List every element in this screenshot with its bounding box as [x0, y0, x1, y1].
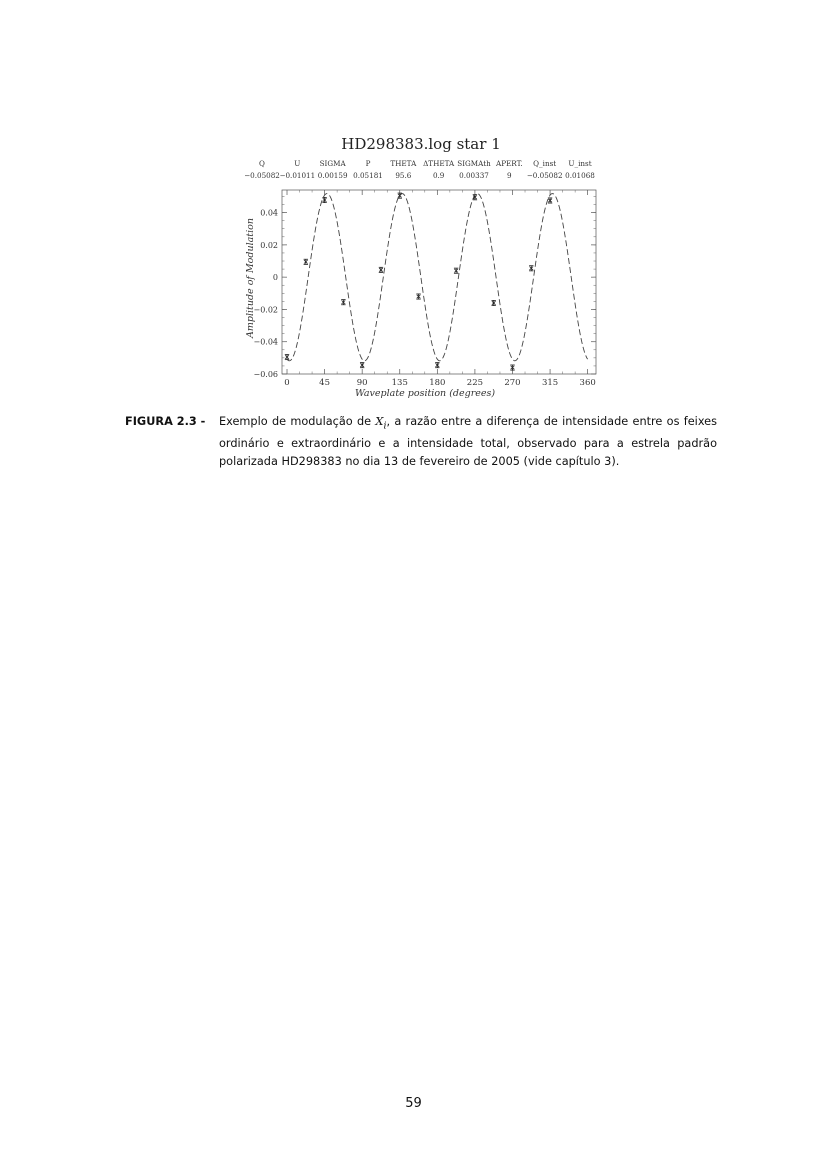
data-point — [379, 267, 383, 272]
x-tick-label: 360 — [579, 378, 596, 388]
header-param-name: SIGMA — [319, 159, 346, 168]
y-tick-label: 0.02 — [260, 240, 278, 250]
x-tick-label: 225 — [466, 378, 484, 388]
data-point — [341, 300, 345, 305]
x-tick-label: 270 — [504, 378, 521, 388]
caption-text-before: Exemplo de modulação de — [219, 415, 376, 428]
data-point — [322, 197, 326, 202]
data-points-layer — [285, 193, 552, 370]
plot-frame — [282, 190, 596, 374]
data-point — [491, 300, 495, 305]
data-point — [548, 198, 552, 203]
chart-title: HD298383.log star 1 — [341, 135, 501, 153]
y-tick-label: −0.02 — [253, 305, 278, 315]
x-tick-label: 90 — [356, 378, 368, 388]
x-axis-label: Waveplate position (degrees) — [354, 388, 496, 399]
x-tick-label: 180 — [429, 378, 446, 388]
figure-caption — [125, 413, 717, 471]
header-param-value: 0.05181 — [353, 171, 383, 180]
data-point — [304, 259, 308, 264]
caption-label: FIGURA 2.3 - — [125, 415, 206, 428]
data-point — [398, 193, 402, 198]
data-point — [360, 363, 364, 368]
x-tick-label: 315 — [541, 378, 559, 388]
caption-text — [219, 413, 717, 471]
x-tick-label: 0 — [284, 378, 290, 388]
data-point — [454, 268, 458, 273]
data-point — [416, 294, 420, 299]
header-param-value: 9 — [507, 171, 512, 180]
caption-symbol-subscript: i — [383, 420, 387, 432]
data-point — [510, 365, 514, 370]
figure-2-3 — [240, 130, 602, 402]
header-param-name: SIGMAth — [457, 159, 491, 168]
model-curve-layer — [287, 194, 588, 361]
header-param-value: 0.00337 — [459, 171, 489, 180]
y-tick-label: −0.04 — [253, 337, 278, 347]
header-param-value: 0.00159 — [317, 171, 348, 180]
header-param-name: U — [294, 159, 301, 168]
caption-symbol — [375, 415, 387, 432]
header-parameters — [244, 159, 595, 180]
header-param-name: Q — [259, 159, 265, 168]
header-param-value: 0.01068 — [565, 171, 595, 180]
caption-text-after: , a razão entre a diferença de intensidade entre os feixes ordinário e extraordinário e a intensidade total, observado para a estrela padrão polarizada HD298383 no dia 13 de fevereiro de 2005 (vide capítulo 3). — [219, 415, 717, 469]
page-number: 59 — [405, 1096, 422, 1111]
header-param-value: −0.01011 — [279, 171, 316, 180]
header-param-value: 95.6 — [395, 171, 412, 180]
header-param-name: Q_inst — [533, 159, 557, 168]
header-param-name: P — [365, 159, 371, 168]
x-tick-label: 135 — [391, 378, 408, 388]
y-tick-label: 0 — [272, 273, 278, 283]
y-axis-label: Amplitude of Modulation — [245, 218, 256, 338]
data-point — [435, 363, 439, 368]
x-tick-label: 45 — [319, 378, 331, 388]
header-param-value: −0.05082 — [244, 171, 280, 180]
data-point — [529, 266, 533, 271]
header-param-name: THETA — [390, 159, 417, 168]
y-tick-label: −0.06 — [253, 370, 278, 379]
header-param-name: ΔTHETA — [423, 159, 455, 168]
header-param-name: U_inst — [568, 159, 592, 168]
header-param-name: APERT. — [496, 159, 523, 168]
chart-axes — [253, 190, 596, 388]
modulation-chart — [240, 130, 602, 402]
header-param-value: 0.9 — [432, 171, 445, 180]
header-param-value: −0.05082 — [526, 171, 563, 180]
caption-symbol-letter: X — [375, 415, 384, 428]
data-point — [285, 354, 289, 359]
y-tick-label: 0.04 — [260, 208, 278, 218]
model-curve — [287, 194, 588, 361]
